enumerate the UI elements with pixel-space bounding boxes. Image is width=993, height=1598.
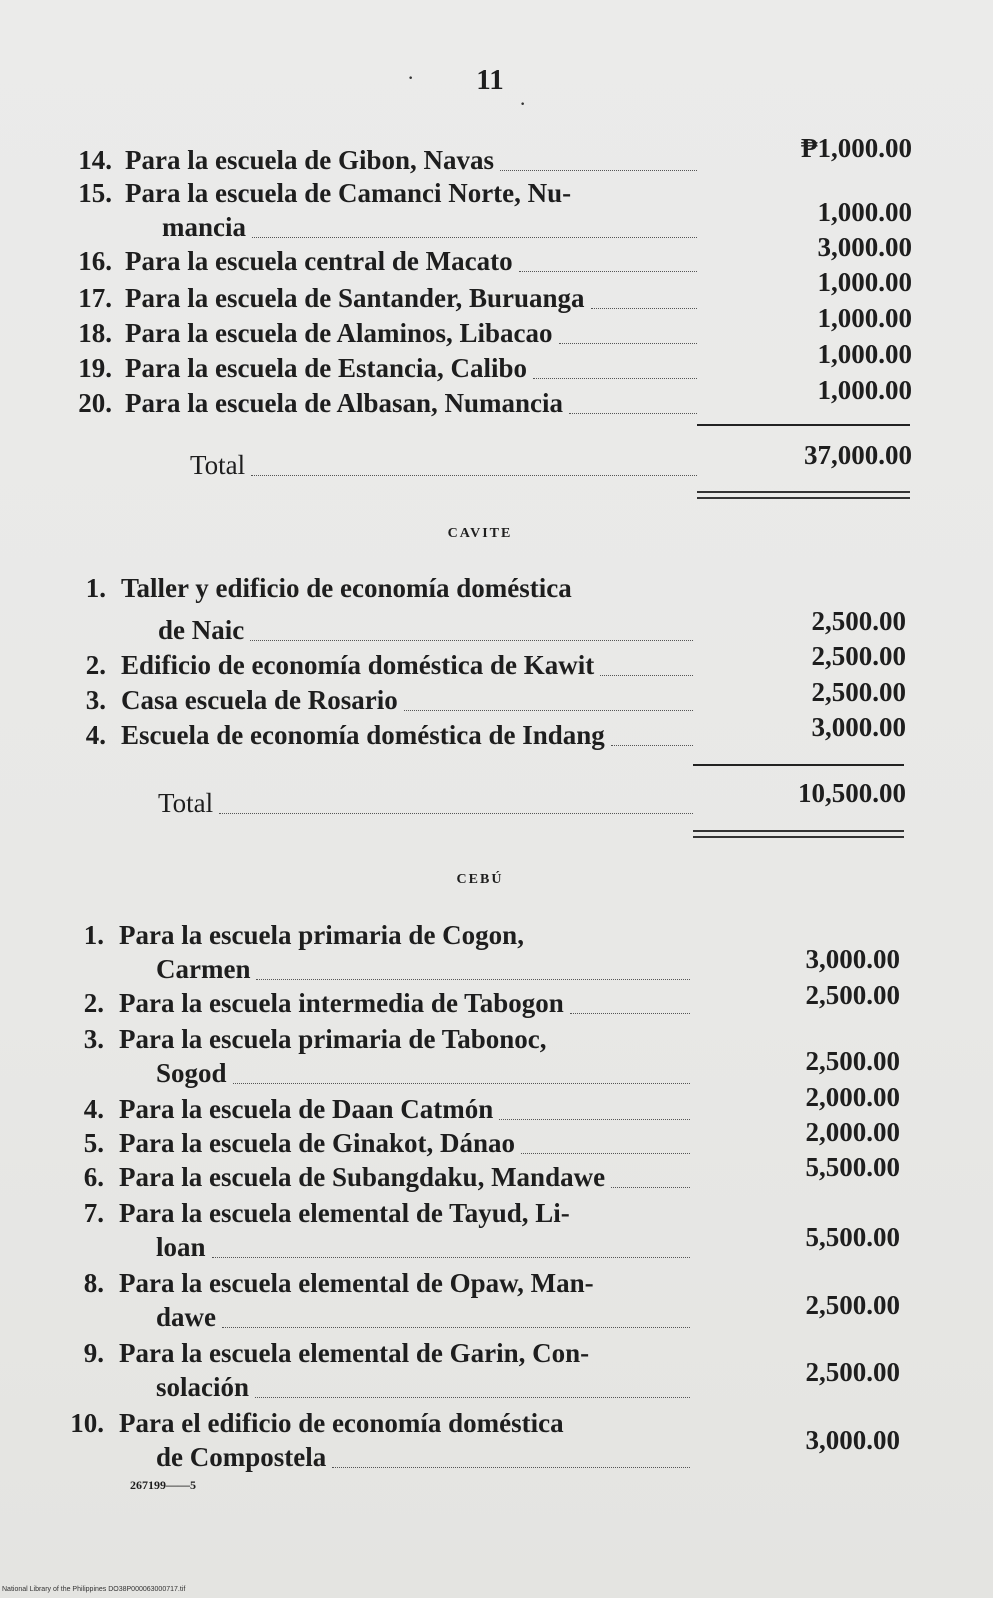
item-number-text: 14.: [78, 145, 112, 175]
item-number: [56, 1336, 104, 1370]
item-amount: 2,500.00: [811, 641, 906, 671]
item-number: [56, 1092, 104, 1126]
leader-dots: [404, 710, 693, 711]
item-description-line: Para la escuela de Gibon, Navas: [125, 145, 494, 175]
item-description-line: Para la escuela primaria de Tabonoc,: [119, 1024, 547, 1054]
item-amount: 1,000.00: [817, 339, 912, 369]
item-number-text: 19.: [78, 353, 112, 383]
item-number-text: 18.: [78, 318, 112, 348]
item-number-text: 9.: [83, 1338, 104, 1368]
item-description-line: Para la escuela primaria de Cogon,: [119, 920, 524, 950]
leader-dots: [251, 475, 697, 476]
leader-dots: [569, 413, 697, 414]
item-number-text: 4.: [85, 720, 106, 750]
item-number: [64, 281, 112, 315]
item-description-line: Para la escuela elemental de Opaw, Man-: [119, 1268, 594, 1298]
item-number: [56, 1160, 104, 1194]
total-amount: 10,500.00: [798, 778, 906, 808]
item-amount: 5,500.00: [805, 1152, 900, 1182]
subtotal-rule: [693, 764, 904, 766]
item-number: [64, 351, 112, 385]
item-number: [58, 683, 106, 717]
item-description-line: Carmen: [156, 954, 251, 984]
leader-dots: [252, 237, 697, 238]
total-label: Total: [190, 450, 246, 480]
item-number-text: 8.: [83, 1268, 104, 1298]
leader-dots: [500, 170, 697, 171]
item-description-line: dawe: [156, 1302, 216, 1332]
leader-dots: [519, 271, 697, 272]
item-amount: 1,000.00: [817, 375, 912, 405]
leader-dots: [256, 979, 690, 980]
leader-dots: [611, 1187, 690, 1188]
leader-dots: [591, 308, 697, 309]
item-number: [56, 1126, 104, 1160]
total-label: Total: [158, 788, 214, 818]
total-amount: 37,000.00: [804, 440, 912, 470]
item-number: [56, 1406, 104, 1440]
item-amount: 5,500.00: [805, 1222, 900, 1252]
item-description-line: Para la escuela elemental de Garin, Con-: [119, 1338, 590, 1368]
item-amount: 1,000.00: [817, 267, 912, 297]
item-description-line: de Compostela: [156, 1442, 327, 1472]
item-description-line: Para la escuela de Santander, Buruanga: [125, 283, 585, 313]
item-description-line: Para la escuela elemental de Tayud, Li-: [119, 1198, 570, 1228]
item-description-line: Para el edificio de economía doméstica: [119, 1408, 564, 1438]
item-description-line: Edificio de economía doméstica de Kawit: [121, 650, 595, 680]
item-amount: 2,500.00: [805, 1046, 900, 1076]
leader-dots: [559, 343, 697, 344]
leader-dots: [255, 1397, 690, 1398]
item-description-line: de Naic: [158, 615, 245, 645]
item-number: [64, 176, 112, 210]
item-number: [64, 386, 112, 420]
item-description-line: Para la escuela de Estancia, Calibo: [125, 353, 527, 383]
item-number: [58, 648, 106, 682]
signature-mark: 267199——5: [130, 1478, 196, 1492]
item-number-text: 20.: [78, 388, 112, 418]
leader-dots: [222, 1327, 690, 1328]
section-heading: CAVITE: [447, 526, 513, 541]
item-amount: 3,000.00: [817, 232, 912, 262]
item-number: [56, 1022, 104, 1056]
item-number-text: 4.: [83, 1094, 104, 1124]
item-amount: 3,000.00: [805, 944, 900, 974]
item-number: [56, 1266, 104, 1300]
item-number-text: 1.: [85, 573, 106, 603]
item-amount: 1,000.00: [817, 197, 912, 227]
item-amount: 1,000.00: [817, 303, 912, 333]
leader-dots: [533, 378, 697, 379]
item-description-line: Para la escuela central de Macato: [125, 246, 513, 276]
item-number-text: 5.: [83, 1128, 104, 1158]
item-amount: 2,000.00: [805, 1082, 900, 1112]
library-stamp: National Library of the Philippines DO38P000063000717.tif: [2, 1586, 186, 1593]
item-number: [64, 316, 112, 350]
leader-dots: [250, 640, 693, 641]
leader-dots: [212, 1257, 690, 1258]
item-number-text: 3.: [85, 685, 106, 715]
page-number: 11: [476, 64, 504, 96]
item-amount: 3,000.00: [805, 1425, 900, 1455]
item-amount: 2,500.00: [805, 980, 900, 1010]
item-description-line: mancia: [162, 212, 246, 242]
item-amount: 2,500.00: [811, 606, 906, 636]
item-number: [56, 1196, 104, 1230]
leader-dots: [219, 813, 693, 814]
item-amount: 2,500.00: [805, 1357, 900, 1387]
item-description-line: Sogod: [156, 1058, 227, 1088]
speck: ·: [520, 96, 526, 113]
item-description-line: Para la escuela intermedia de Tabogon: [119, 988, 564, 1018]
item-description-line: Casa escuela de Rosario: [121, 685, 398, 715]
item-number-text: 15.: [78, 178, 112, 208]
item-description-line: Escuela de economía doméstica de Indang: [121, 720, 605, 750]
item-number-text: 17.: [78, 283, 112, 313]
item-amount: ₱1,000.00: [801, 133, 912, 163]
item-number-text: 16.: [78, 246, 112, 276]
item-description-line: Para la escuela de Daan Catmón: [119, 1094, 494, 1124]
item-description-line: Taller y edificio de economía doméstica: [121, 573, 572, 603]
item-description-line: solación: [156, 1372, 250, 1402]
item-number-text: 6.: [83, 1162, 104, 1192]
subtotal-rule: [697, 424, 910, 426]
item-number: [56, 986, 104, 1020]
total-double-rule: [697, 491, 910, 499]
item-description-line: Para la escuela de Albasan, Numancia: [125, 388, 564, 418]
leader-dots: [521, 1153, 690, 1154]
leader-dots: [570, 1013, 690, 1014]
item-amount: 2,500.00: [805, 1290, 900, 1320]
item-number-text: 10.: [70, 1408, 104, 1438]
item-number: [58, 718, 106, 752]
item-description-line: Para la escuela de Alaminos, Libacao: [125, 318, 553, 348]
item-number: [58, 571, 106, 605]
item-number-text: 7.: [83, 1198, 104, 1228]
total-double-rule: [693, 830, 904, 838]
item-number: [56, 918, 104, 952]
leader-dots: [600, 675, 693, 676]
item-number-text: 2.: [85, 650, 106, 680]
leader-dots: [499, 1119, 690, 1120]
item-amount: 2,000.00: [805, 1117, 900, 1147]
section-heading: CEBÚ: [456, 872, 504, 887]
speck: ·: [408, 70, 414, 87]
item-description-line: Para la escuela de Subangdaku, Mandawe: [119, 1162, 606, 1192]
leader-dots: [332, 1467, 690, 1468]
item-amount: 3,000.00: [811, 712, 906, 742]
item-number-text: 1.: [83, 920, 104, 950]
item-description-line: loan: [156, 1232, 206, 1262]
item-description-line: Para la escuela de Camanci Norte, Nu-: [125, 178, 572, 208]
leader-dots: [233, 1083, 690, 1084]
item-number-text: 3.: [83, 1024, 104, 1054]
item-number: [64, 244, 112, 278]
item-number: [64, 143, 112, 177]
item-number-text: 2.: [83, 988, 104, 1018]
item-description-line: Para la escuela de Ginakot, Dánao: [119, 1128, 515, 1158]
item-amount: 2,500.00: [811, 677, 906, 707]
leader-dots: [611, 745, 693, 746]
